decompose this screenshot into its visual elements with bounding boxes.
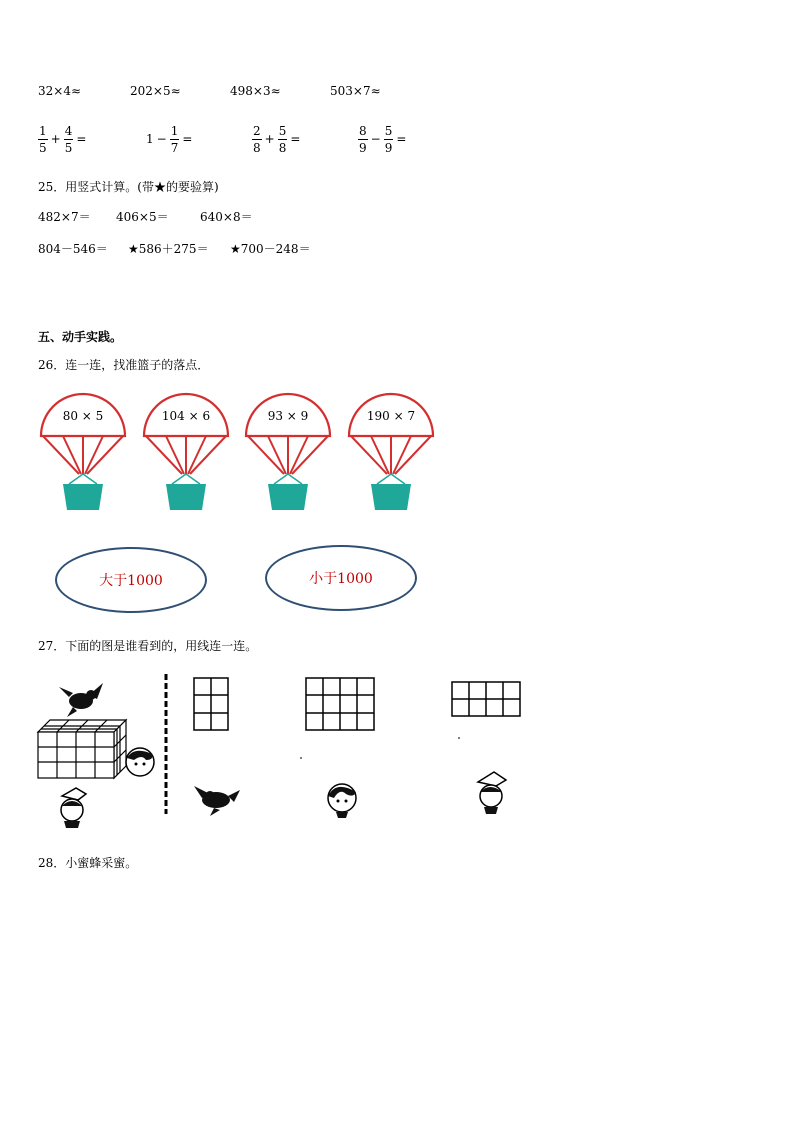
view-grid-1[interactable] — [194, 678, 228, 730]
section-heading: 五、动手实践。 — [38, 330, 123, 344]
target-greater-1000[interactable] — [55, 547, 207, 613]
q28-title: 28．小蜜蜂采蜜。 — [38, 856, 138, 870]
operator: − — [156, 132, 167, 146]
estimate-3: 498×3≈ — [230, 84, 281, 98]
child-icon — [126, 748, 154, 776]
denominator: 9 — [384, 140, 393, 155]
parachute-strings — [43, 436, 123, 474]
target-label: 大于1000 — [99, 573, 163, 589]
q27-title: 27．下面的图是谁看到的，用线连一连。 — [38, 639, 258, 653]
speck — [300, 757, 302, 759]
equals: = — [182, 132, 193, 146]
operator: + — [264, 132, 275, 146]
speck — [458, 737, 460, 739]
boy-icon[interactable] — [478, 772, 506, 814]
cube-stack-icon — [38, 720, 126, 778]
fraction-expr-1 — [38, 118, 86, 160]
basket-icon — [268, 484, 308, 510]
child-icon[interactable] — [328, 784, 356, 818]
basket-handle — [274, 474, 302, 484]
parachute-2[interactable] — [144, 394, 228, 510]
q25-item: 482×7＝ — [38, 210, 91, 224]
numerator: 5 — [278, 123, 287, 138]
numerator: 1 — [170, 123, 179, 138]
target-label: 小于1000 — [309, 571, 373, 587]
parachute-group — [36, 390, 446, 520]
denominator: 8 — [253, 140, 261, 155]
numerator: 5 — [384, 123, 393, 138]
denominator: 5 — [64, 140, 73, 155]
parachute-strings — [351, 436, 431, 474]
parachute-label: 93 × 9 — [267, 409, 309, 423]
basket-handle — [172, 474, 200, 484]
denominator: 8 — [278, 140, 287, 155]
fraction-expr-4 — [358, 118, 406, 160]
numerator: 1 — [39, 123, 47, 138]
denominator: 9 — [359, 140, 367, 155]
numerator: 2 — [253, 123, 261, 138]
equals: = — [76, 132, 87, 146]
fraction-expr-3 — [252, 118, 300, 160]
q25-item: 804－546＝ — [38, 242, 108, 256]
parachute-strings — [248, 436, 328, 474]
whole-number: 1 — [146, 132, 154, 146]
q26-title: 26．连一连，找准篮子的落点． — [38, 358, 210, 372]
numerator: 4 — [64, 123, 73, 138]
bird-icon[interactable] — [194, 786, 240, 816]
basket-icon — [371, 484, 411, 510]
basket-handle — [377, 474, 405, 484]
q25-title: 25．用竖式计算。(带★的要验算) — [38, 180, 219, 194]
q27-figure — [34, 668, 534, 836]
bird-icon — [59, 683, 103, 717]
q25-item: 406×5＝ — [116, 210, 169, 224]
equals: = — [396, 132, 407, 146]
estimate-4: 503×7≈ — [330, 84, 381, 98]
operator: + — [50, 132, 61, 146]
q25-item: ★700－248＝ — [230, 242, 311, 256]
basket-icon — [166, 484, 206, 510]
basket-handle — [69, 474, 97, 484]
parachute-3[interactable] — [246, 394, 330, 510]
target-less-1000[interactable] — [265, 545, 417, 611]
q25-item: 640×8＝ — [200, 210, 253, 224]
parachute-label: 80 × 5 — [62, 409, 104, 423]
parachute-label: 190 × 7 — [366, 409, 416, 423]
estimate-1: 32×4≈ — [38, 84, 82, 98]
basket-icon — [63, 484, 103, 510]
equals: = — [290, 132, 301, 146]
parachute-1[interactable] — [41, 394, 125, 510]
estimate-2: 202×5≈ — [130, 84, 181, 98]
parachute-4[interactable] — [349, 394, 433, 510]
view-grid-3[interactable] — [452, 682, 520, 716]
boy-icon — [61, 788, 86, 828]
numerator: 8 — [359, 123, 367, 138]
fraction-expr-2 — [146, 118, 192, 160]
denominator: 7 — [170, 140, 179, 155]
parachute-label: 104 × 6 — [161, 409, 211, 423]
operator: − — [370, 132, 381, 146]
view-grid-2[interactable] — [306, 678, 374, 730]
q25-item: ★586＋275＝ — [128, 242, 209, 256]
denominator: 5 — [39, 140, 47, 155]
parachute-strings — [146, 436, 226, 474]
